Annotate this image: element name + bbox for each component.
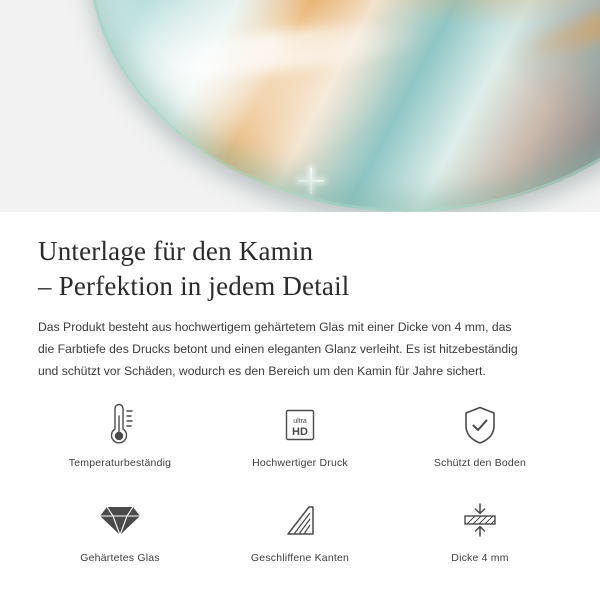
feature-label: Temperaturbeständig — [68, 457, 172, 469]
feature-item-polished-edges — [210, 497, 390, 564]
sparkle-icon — [298, 168, 324, 194]
feature-label: Gehärtetes Glas — [80, 552, 160, 564]
hero-image — [0, 0, 600, 212]
decorative-streak — [510, 0, 600, 69]
feature-label: Geschliffene Kanten — [250, 552, 350, 564]
polished-edges-icon — [277, 497, 323, 543]
svg-text:HD: HD — [292, 426, 308, 438]
content-section — [0, 212, 600, 600]
feature-item-temperature — [30, 402, 210, 469]
page-title-line-1: Unterlage für den Kamin — [38, 236, 314, 266]
feature-item-thickness — [390, 497, 570, 564]
thickness-icon — [457, 497, 503, 543]
shield-check-icon — [459, 402, 501, 448]
decorative-streak — [147, 15, 430, 84]
thermometer-icon — [98, 402, 142, 448]
glass-plate-image — [88, 0, 600, 212]
ultra-hd-icon — [277, 402, 323, 448]
diamond-icon — [97, 497, 143, 543]
feature-item-print-quality — [210, 402, 390, 469]
feature-grid — [30, 402, 570, 564]
feature-label: Dicke 4 mm — [451, 552, 509, 564]
feature-item-floor-protection — [390, 402, 570, 469]
feature-label: Hochwertiger Druck — [252, 457, 348, 469]
page-title — [38, 234, 558, 304]
feature-label: Schützt den Boden — [433, 457, 527, 469]
feature-item-tempered-glass — [30, 497, 210, 564]
svg-text:ultra: ultra — [293, 418, 307, 425]
page-title-line-2: – Perfektion in jedem Detail — [38, 271, 350, 301]
description-paragraph: Das Produkt besteht aus hochwertigem gehärtetem Glas mit einer Dicke von 4 mm, das die Farbtiefe des Drucks betont und einen eleganten Glanz verleiht. Es ist hitzebeständig und schützt vor Schäden, wodurch es den Bereich um den Kamin für Jahre sichert. — [38, 320, 518, 378]
